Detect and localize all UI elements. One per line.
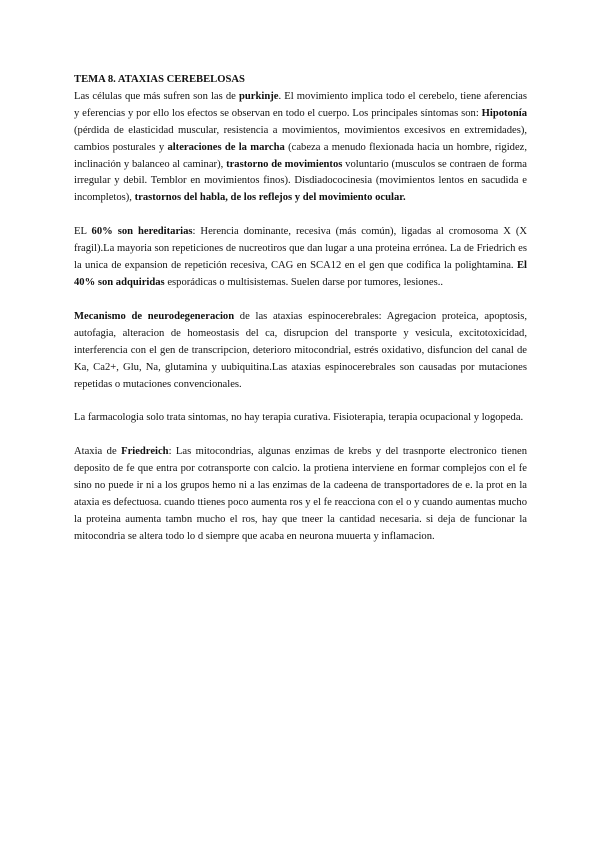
text-run: . El movimiento implica todo el cerebelo, tiene aferencias y eferencias y por ello los efectos se observan en todo el cuerpo. Los principales síntomas son: <box>74 90 527 119</box>
bold-term: El 40% son adquiridas <box>74 260 527 288</box>
text-run: : Las mitocondrias, algunas enzimas de krebs y del trasnporte electronico tienen deposito de fe que entra por cotransporte con calcio. la protiena interviene en formar complejos con el fe sino no puede ir ni a los grupos hemo ni a las enzimas de la cadeena de transportadores de e. la prot en la ataxia es defectuosa. cuando ttienes poco aumenta ros y el fe reacciona con el o y cuando aumentas mucho la proteina aumenta tambn mucho el ros, hay que tneer la cantidad necesaria. si deja de funcionar la mitocondria se altera todo lo d siempre que acaba en neurona muuerta y inflamacion. <box>74 446 527 542</box>
text-run: (pérdida de elasticidad muscular, resistencia a movimientos, movimientos excesivos en extremidades), cambios posturales y <box>74 124 527 153</box>
bold-term: 60% son hereditarias <box>91 226 193 238</box>
bold-term: alteraciones de la marcha <box>167 141 285 153</box>
bold-term: Friedreich <box>121 446 169 458</box>
paragraph-hereditary <box>74 224 527 292</box>
text-run: La farmacologia solo trata sintomas, no hay terapia curativa. Fisioterapia, terapia ocupacional y logopeda. <box>74 412 524 424</box>
bold-term: purkinje <box>239 90 279 102</box>
paragraph-symptoms <box>74 89 527 207</box>
text-run: : Herencia dominante, recesiva (más común), ligadas al cromosoma X (X fragil).La mayoria son repeticiones de nucreotiros que dan lugar a una proteina errónea. La de Friedrich es la unica de expansion de repetición recesiva, CAG en SCA12 en el gen que codifica la polightamina. <box>74 226 528 272</box>
text-run: esporádicas o multisistemas. Suelen darse por tumores, lesiones.. <box>164 276 443 288</box>
bold-term: trastorno de movimientos <box>226 158 343 170</box>
paragraph-neurodegeneration <box>74 309 527 394</box>
text-run: de las ataxias espinocerebrales: Agregacion proteica, apoptosis, autofagia, alteracion de homeostasis del ca, disrupcion del transporte y vesicula, excitotoxicidad, interferencia con el gen de transcripcion, deterioro mitocondrial, estrés oxidativo, disfuncion del canal de Ka, Ca2+, Glu, Na, glutamina y uubiquitina.Las ataxias espinocerebrales son causadas por mutaciones repetidas o mutaciones convencionales. <box>74 310 527 390</box>
text-run: (cabeza a menudo flexionada hacia un hombre, rigidez, inclinación y balanceo al caminar), <box>74 141 527 170</box>
bold-term: trastornos del habla, de los reflejos y del movimiento ocular. <box>134 192 406 204</box>
bold-term: Mecanismo de neurodegeneracion <box>74 310 235 322</box>
text-run: Ataxia de <box>74 446 122 458</box>
paragraph-friedreich <box>74 444 527 545</box>
document-title: TEMA 8. ATAXIAS CEREBELOSAS <box>74 74 245 85</box>
text-run: EL <box>74 226 92 238</box>
document-page <box>74 72 527 546</box>
paragraph-pharmacology <box>74 410 527 427</box>
bold-term: Hipotonía <box>481 107 527 119</box>
text-run: Las células que más sufren son las de <box>74 90 240 102</box>
text-run: voluntario (musculos se contraen de forma irregular y debil. Temblor en movimientos finos). Disdiadococinesia (movimientos lentos en sacudida e incompletos), <box>74 158 527 204</box>
